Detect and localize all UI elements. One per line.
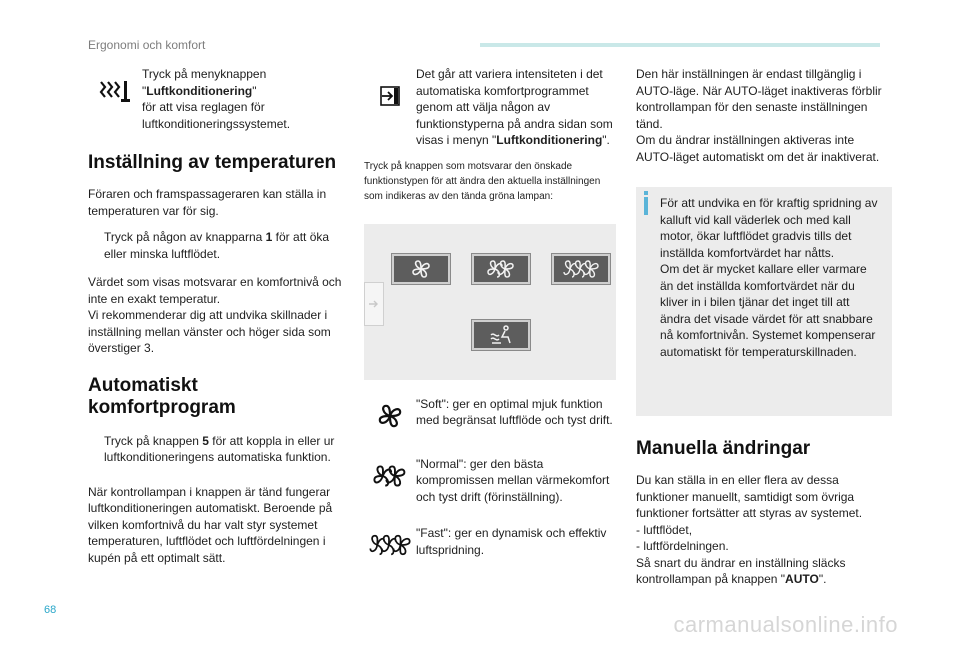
mid-intro	[364, 66, 616, 149]
info-icon	[644, 197, 648, 215]
heading-manual: Manuella ändringar	[636, 438, 811, 459]
heading-auto-program: Automatiskt komfortprogram	[88, 374, 236, 418]
right-column	[636, 66, 892, 588]
middle-column	[364, 66, 616, 565]
bullet-mark	[88, 433, 104, 466]
tip-box	[636, 187, 892, 416]
fan-normal-icon	[364, 456, 416, 496]
auto-mode-button[interactable]	[472, 320, 530, 350]
fast-mode-button[interactable]	[552, 254, 610, 284]
normal-text: "Normal": ger den bästa kompromissen mellan värmekomfort och tyst drift (förinställning).	[416, 456, 610, 504]
auto-bullet: Tryck på knappen 5 för att koppla in eller ur luftkonditioneringens automatiska funktion.	[88, 433, 348, 466]
fan-icon	[486, 258, 516, 280]
manual-paragraph-2: Så snart du ändrar en inställning släcks kontrollampan på knappen "AUTO".	[636, 555, 846, 586]
auto-paragraph: När kontrollampan i knappen är tänd fungerar luftkonditioneringen automatiskt. Beroende på vilken komfortnivå du har valt styr systemet temperaturen, luftflödet och luftfördelningen i kupén på ett optimalt sätt.	[88, 484, 333, 565]
fan-icon	[562, 258, 600, 280]
temp-paragraph-1: Föraren och framspassageraren kan ställa in temperaturen var för sig.	[88, 187, 327, 218]
fast-text: "Fast": ger en dynamisk och effektiv luftspridning.	[416, 526, 607, 557]
menu-intro	[88, 66, 348, 132]
fan-soft-icon	[364, 396, 416, 436]
screen-arrow-icon	[364, 66, 416, 126]
left-column	[88, 66, 348, 566]
watermark: carmanualsonline.info	[673, 612, 898, 637]
soft-description	[364, 396, 616, 436]
manual-list-item: - luftfördelningen.	[636, 539, 729, 553]
temp-bullet: Tryck på någon av knapparna 1 för att öka eller minska luftflödet.	[88, 229, 348, 262]
fan-icon	[410, 258, 432, 280]
screen-edge-icon	[364, 282, 384, 326]
normal-mode-button[interactable]	[472, 254, 530, 284]
menu-intro-text: Tryck på menyknappen "Luftkonditionering" för att visa reglagen för luftkonditioneringssystemet.	[142, 67, 291, 131]
section-header-bar	[480, 43, 880, 47]
fan-fast-icon	[364, 525, 416, 565]
temp-paragraph-2: Värdet som visas motsvarar en komfortnivå och inte en exakt temperatur. Vi rekommenderar dig att undvika skillnader i inställning mellan vänster och höger sida som överstiger 3.	[88, 275, 342, 355]
mid-intro-text: Det går att variera intensiteten i det automatiska komfortprogrammet genom att välja någon av funktionstyperna på andra sidan som visas i menyn "Luftkonditionering".	[416, 67, 613, 147]
heading-temperature: Inställning av temperaturen	[88, 152, 337, 173]
tip-text: För att undvika en för kraftig spridning av kalluft vid kall väderlek och med kall motor, ökar luftflödet gradvis tills det inställda komfortvärdet har nåtts. Om det är mycket kallare eller varmare än det inställda komfortvärdet när du kliver in i bilen tjänar det inget till att ändra det visade värdet för att snabbare nå komfortnivån. Systemet kompenserar automatiskt för temperaturskillnaden.	[660, 196, 878, 359]
fast-description	[364, 525, 616, 565]
buttons-caption: Tryck på knappen som motsvarar den önskade funktionstypen för att ändra den aktuella inställningen som indikeras av den tända gröna lampan:	[364, 160, 601, 202]
page-number: 68	[44, 604, 57, 616]
soft-text: "Soft": ger en optimal mjuk funktion med begränsat luftflöde och tyst drift.	[416, 396, 613, 427]
soft-mode-button[interactable]	[392, 254, 450, 284]
right-paragraph-1: Den här inställningen är endast tillgänglig i AUTO-läge. När AUTO-läget inaktiveras förblir kontrollampan för den senaste inställningen tänd. Om du ändrar inställningen aktiveras inte AUTO-läget automatiskt om det är inaktiverat.	[636, 67, 882, 164]
section-header-label: Ergonomi och komfort	[88, 38, 206, 52]
bullet-mark	[88, 229, 104, 262]
normal-description	[364, 456, 616, 506]
manual-list-item: - luftflödet,	[636, 522, 693, 537]
manual-paragraph-1: Du kan ställa in en eller flera av dessa funktioner manuellt, samtidigt som övriga funktioner fortsätter att styras av systemet.	[636, 473, 863, 520]
menu-button-icon	[88, 66, 142, 116]
seat-airflow-icon	[488, 324, 514, 346]
comfort-buttons-panel	[364, 224, 616, 380]
